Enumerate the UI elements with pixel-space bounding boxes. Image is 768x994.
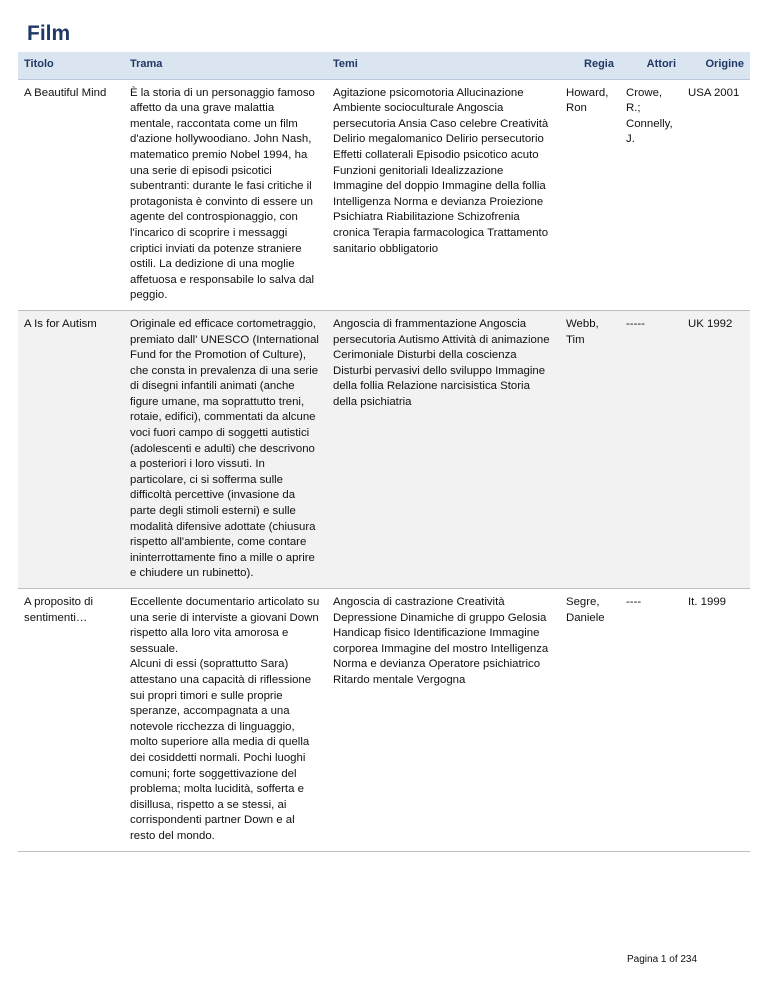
cell-attori: ----- xyxy=(620,310,682,588)
table-row xyxy=(18,310,750,588)
cell-titolo: A Is for Autism xyxy=(18,310,124,588)
page-title: Film xyxy=(27,22,71,45)
column-header-titolo: Titolo xyxy=(18,52,124,79)
cell-trama: Eccellente documentario articolato su una serie di interviste a giovani Down rispetto alla loro vita amorosa e sessuale. Alcuni di essi (soprattutto Sara) attestano una capacità di riflessione sui propri timori e sulle proprie speranze, accompagnata a una notevole ricchezza di linguaggio, molto superiore alla media di quella dei cosiddetti normali. Pochi luoghi comuni; forte soggettivazione del problema; molta lucidità, sofferta e disillusa, rispetto a se stessi, ai corrispondenti partner Down e al resto del mondo. xyxy=(124,589,327,852)
cell-temi: Angoscia di castrazione Creatività Depressione Dinamiche di gruppo Gelosia Handicap fisico Identificazione Immagine corporea Immagine del mostro Intelligenza Norma e devianza Operatore psichiatrico Ritardo mentale Vergogna xyxy=(327,589,560,852)
column-header-origine: Origine xyxy=(682,52,750,79)
cell-origine: USA 2001 xyxy=(682,79,750,310)
column-header-temi: Temi xyxy=(327,52,560,79)
column-header-regia: Regia xyxy=(560,52,620,79)
cell-regia: Segre, Daniele xyxy=(560,589,620,852)
cell-titolo: A Beautiful Mind xyxy=(18,79,124,310)
cell-attori: ---- xyxy=(620,589,682,852)
table-row xyxy=(18,589,750,852)
cell-trama: È la storia di un personaggio famoso affetto da una grave malattia mentale, raccontata come un film d'azione hollywoodiano. John Nash, matematico premio Nobel 1994, ha una serie di episodi psicotici subentranti: durante le fasi critiche il protagonista è convinto di essere un agente del controspionaggio, con l'incarico di scoprire i messaggi criptici inviati da potenze straniere ostili. La dedizione di una moglie affetuosa e responsabile lo salva dal peggio. xyxy=(124,79,327,310)
cell-origine: UK 1992 xyxy=(682,310,750,588)
cell-titolo: A proposito di sentimenti… xyxy=(18,589,124,852)
cell-attori: Crowe, R.; Connelly, J. xyxy=(620,79,682,310)
cell-origine: It. 1999 xyxy=(682,589,750,852)
cell-trama: Originale ed efficace cortometraggio, premiato dall' UNESCO (International Fund for the Promotion of Culture), che consta in prevalenza di una serie di disegni infantili animati (anche figure umane, ma soprattutto treni, rotaie, edifici), commentati da alcune voci fuori campo di soggetti autistici (adolescenti e adulti) che descrivono a posteriori i loro vissuti. In particolare, ci si sofferma sulle difficoltà percettive (invasione da parte degli stimoli esterni) e sulle modalità difensive adottate (chiusura rispetto all'ambiente, come contare ininterrottamente fino a mille o aprire e chiudere un rubinetto). xyxy=(124,310,327,588)
cell-temi: Agitazione psicomotoria Allucinazione Ambiente socioculturale Angoscia persecutoria Ansia Caso celebre Creatività Delirio megalomanico Delirio persecutorio Effetti collaterali Episodio psicotico acuto Funzioni genitoriali Idealizzazione Immagine del doppio Immagine della follia Intelligenza Norma e devianza Proiezione Psichiatra Riabilitazione Schizofrenia cronica Terapia farmacologica Trattamento sanitario obbligatorio xyxy=(327,79,560,310)
cell-regia: Howard, Ron xyxy=(560,79,620,310)
cell-regia: Webb, Tim xyxy=(560,310,620,588)
table-header-row xyxy=(18,52,750,79)
films-table xyxy=(18,52,750,852)
column-header-trama: Trama xyxy=(124,52,327,79)
page-number: Pagina 1 of 234 xyxy=(627,954,698,965)
column-header-attori: Attori xyxy=(620,52,682,79)
cell-temi: Angoscia di frammentazione Angoscia persecutoria Autismo Attività di animazione Cerimoniale Disturbi della coscienza Disturbi pervasivi dello sviluppo Immagine della follia Relazione narcisistica Storia della psichiatria xyxy=(327,310,560,588)
table-row xyxy=(18,79,750,310)
